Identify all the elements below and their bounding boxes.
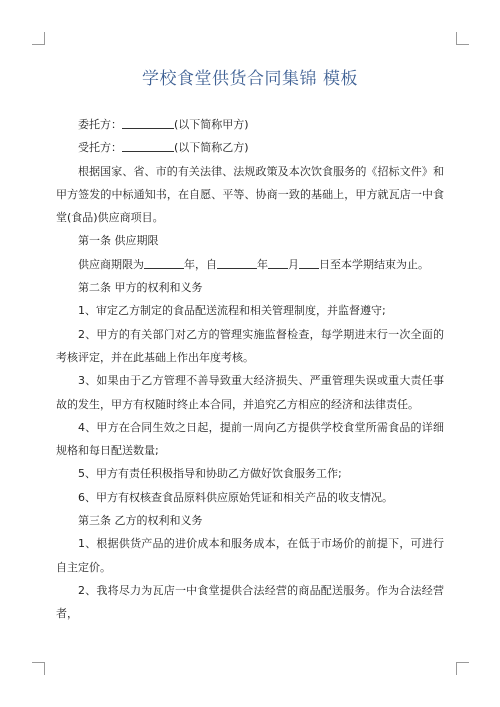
article-2-item: 4、甲方在合同生效之日起，提前一周向乙方提供学校食堂所需食品的详细规格和每日配送数量; xyxy=(56,420,444,458)
start-year-blank xyxy=(217,258,257,269)
term-years-blank xyxy=(144,258,184,269)
crop-mark-top-right xyxy=(456,32,469,45)
article-3-item: 2、我将尽力为瓦店一中食堂提供合法经营的商品配送服务。作为合法经营者， xyxy=(56,583,444,621)
trustee-label: 受托方： xyxy=(78,141,122,155)
article-2-item: 5、甲方有责任积极指导和协助乙方做好饮食服务工作; xyxy=(78,467,342,481)
article-1-heading: 第一条 供应期限 xyxy=(78,234,159,248)
crop-mark-bottom-right xyxy=(456,662,469,675)
document-title: 学校食堂供货合同集锦 模板 xyxy=(142,69,358,89)
trustee-blank xyxy=(122,141,174,152)
document-body xyxy=(56,113,444,626)
client-label: 委托方： xyxy=(78,118,122,131)
article-3-item: 1、根据供货产品的进价成本和服务成本，在低于市场价的前提下，可进行自主定价。 xyxy=(56,537,444,574)
start-month-blank xyxy=(268,258,288,269)
term-part-1: 供应商期限为 xyxy=(78,257,144,271)
article-2-item: 6、甲方有权核查食品原料供应原始凭证和相关产品的收支情况。 xyxy=(78,490,393,504)
client-line xyxy=(56,113,444,136)
client-suffix: (以下简称甲方) xyxy=(174,118,249,131)
trustee-line xyxy=(56,136,444,159)
term-part-5: 日至本学期结束为止。 xyxy=(319,257,429,271)
crop-mark-bottom-left xyxy=(32,662,45,675)
article-2-item: 1、审定乙方制定的食品配送流程和相关管理制度，并监督遵守; xyxy=(78,304,386,318)
term-part-4: 月 xyxy=(288,257,299,271)
article-2-item: 2、甲方的有关部门对乙方的管理实施监督检查，每学期进末行一次全面的考核评定，并在此基础上作出年度考核。 xyxy=(56,327,444,364)
article-2-heading: 第二条 甲方的权利和义务 xyxy=(78,281,203,295)
article-2-item: 3、如果由于乙方管理不善导致重大经济损失、严重管理失误或重大责任事故的发生，甲方有权随时终止本合同，并追究乙方相应的经济和法律责任。 xyxy=(56,374,444,411)
client-blank xyxy=(122,118,174,129)
intro-paragraph: 根据国家、省、市的有关法律、法规政策及本次饮食服务的《招标文件》和甲方签发的中标通知书，在自愿、平等、协商一致的基础上，甲方就瓦店一中食堂(食品)供应商项目。 xyxy=(56,164,444,225)
term-part-3: 年 xyxy=(257,257,268,271)
article-3-heading: 第三条 乙方的权利和义务 xyxy=(78,514,203,528)
article-1-text xyxy=(56,253,444,276)
term-part-2: 年，自 xyxy=(184,257,217,271)
crop-mark-top-left xyxy=(32,32,45,45)
trustee-suffix: (以下简称乙方) xyxy=(174,141,249,155)
start-day-blank xyxy=(299,258,319,269)
